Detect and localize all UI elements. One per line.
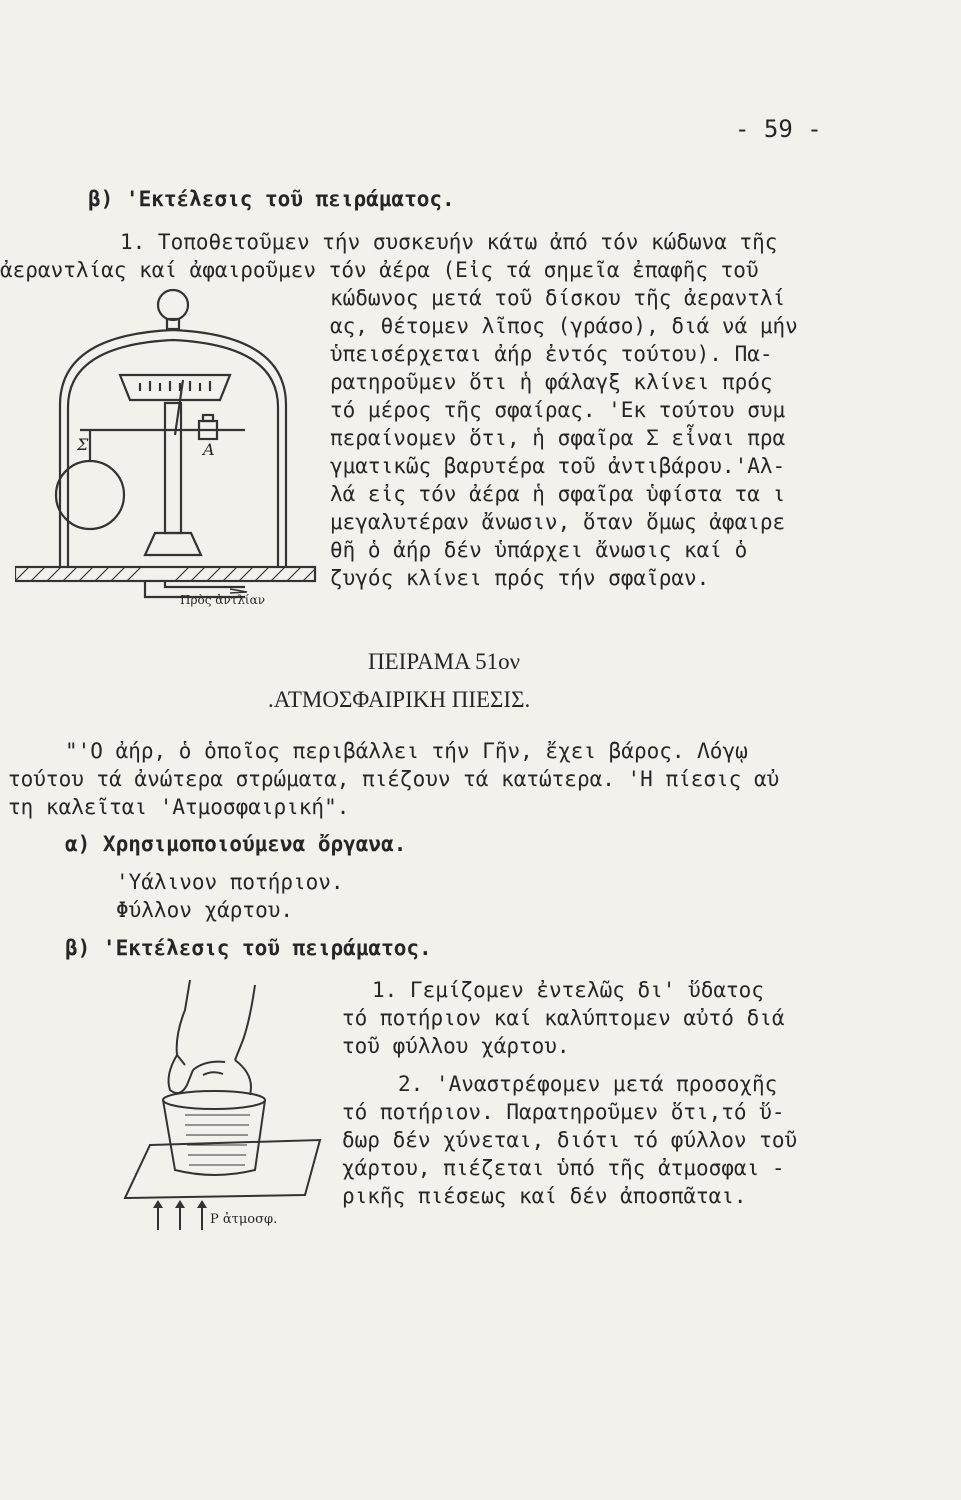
text-line: γματικῶς βαρυτέρα τοῦ ἀντιβάρου.'Αλ- [330, 454, 786, 478]
balance-dial [120, 375, 230, 400]
text-line: τη καλεῖται 'Ατμοσφαιρική". [8, 795, 350, 819]
execution-heading: β) 'Εκτέλεσις τοῦ πειράματος. [65, 936, 432, 960]
sphere [56, 461, 124, 529]
text-line: "'Ο ἀήρ, ὁ ὁποῖος περιβάλλει τήν Γῆν, ἔχει βάρος. Λόγῳ [65, 739, 748, 763]
text-line: ρατηροῦμεν ὅτι ἡ φάλαγξ κλίνει πρός [330, 370, 773, 394]
bell-jar-figure [15, 285, 325, 625]
weight-label: A [203, 440, 215, 459]
experiment-title: ΠΕΙΡΑΜΑ 51ον [368, 649, 521, 674]
paper-sheet [125, 1140, 320, 1198]
materials-heading: α) Χρησιμοποιούμενα ὄργανα. [65, 832, 407, 856]
step-line: τό ποτήριον. Παρατηροῦμεν ὅτι,τό ὕ- [342, 1100, 785, 1124]
text-line: ας, θέτομεν λῖπος (γράσο), διά νά μήν [330, 314, 798, 338]
text-line: τό μέρος τῆς σφαίρας. 'Εκ τούτου συμ [330, 398, 786, 422]
text-line: κώδωνος μετά τοῦ δίσκου τῆς ἀεραντλί [330, 286, 786, 310]
step-line: δωρ δέν χύνεται, διότι τό φύλλον τοῦ [342, 1128, 798, 1152]
balance-pillar [165, 403, 181, 533]
text-line: θῆ ὁ ἀήρ δέν ὑπάρχει ἄνωσις καί ὁ [330, 538, 748, 562]
experiment-subtitle: .ΑΤΜΟΣΦΑΙΡΙΚΗ ΠΙΕΣΙΣ. [268, 687, 531, 712]
step-line: 1. Γεμίζομεν ἐντελῶς δι' ὕδατος [372, 978, 764, 1002]
pump-plate [15, 567, 315, 581]
section-heading: β) 'Εκτέλεσις τοῦ πειράματος. [88, 187, 455, 211]
text-line: μεγαλυτέραν ἄνωσιν, ὅταν ὅμως ἀφαιρε [330, 510, 786, 534]
step-line: τοῦ φύλλου χάρτου. [342, 1034, 570, 1058]
text-line: περαίνομεν ὅτι, ἡ σφαῖρα Σ εἶναι πρα [330, 426, 786, 450]
material-item: 'Υάλινον ποτήριον. [116, 870, 344, 894]
step-line: ρικῆς πιέσεως καί δέν ἀποσπᾶται. [342, 1184, 747, 1208]
glass [163, 1100, 265, 1175]
pressure-label: P ἀτμοσφ. [210, 1212, 278, 1227]
material-item: Φύλλον χάρτου. [116, 898, 294, 922]
step-line: χάρτου, πιέζεται ὑπό τῆς ἀτμοσφαι - [342, 1156, 785, 1180]
bell-jar-outer [60, 330, 286, 567]
step-line: τό ποτήριον καί καλύπτομεν αὐτό διά [342, 1006, 785, 1030]
text-line: ὑπεισέρχεται ἀήρ ἐντός τούτου). Πα- [330, 342, 773, 366]
text-line: ἀεραντλίας καί ἀφαιροῦμεν τόν ἀέρα (Εἰς τά σημεῖα ἐπαφῆς τοῦ [0, 258, 759, 282]
sphere-label: Σ [77, 435, 89, 454]
page-number: - 59 - [735, 115, 822, 143]
text-line: 1. Τοποθετοῦμεν τήν συσκευήν κάτω ἀπό τόν κώδωνα τῆς [120, 230, 778, 254]
text-line: ζυγός κλίνει πρός τήν σφαῖραν. [330, 566, 710, 590]
bell-knob [158, 290, 188, 320]
text-line: λά εἰς τόν ἀέρα ἡ σφαῖρα ὑφίστα τα ι [330, 482, 786, 506]
balance-base [145, 533, 201, 555]
glass-figure [115, 980, 325, 1240]
text-line: τούτου τά ἀνώτερα στρώματα, πιέζουν τά κατώτερα. 'Η πίεσις αὐ [8, 767, 780, 791]
step-line: 2. 'Αναστρέφομεν μετά προσοχῆς [398, 1072, 778, 1096]
figure-caption: Πρὸς ἀντλίαν [180, 593, 266, 607]
hand-wrist [177, 980, 190, 1065]
